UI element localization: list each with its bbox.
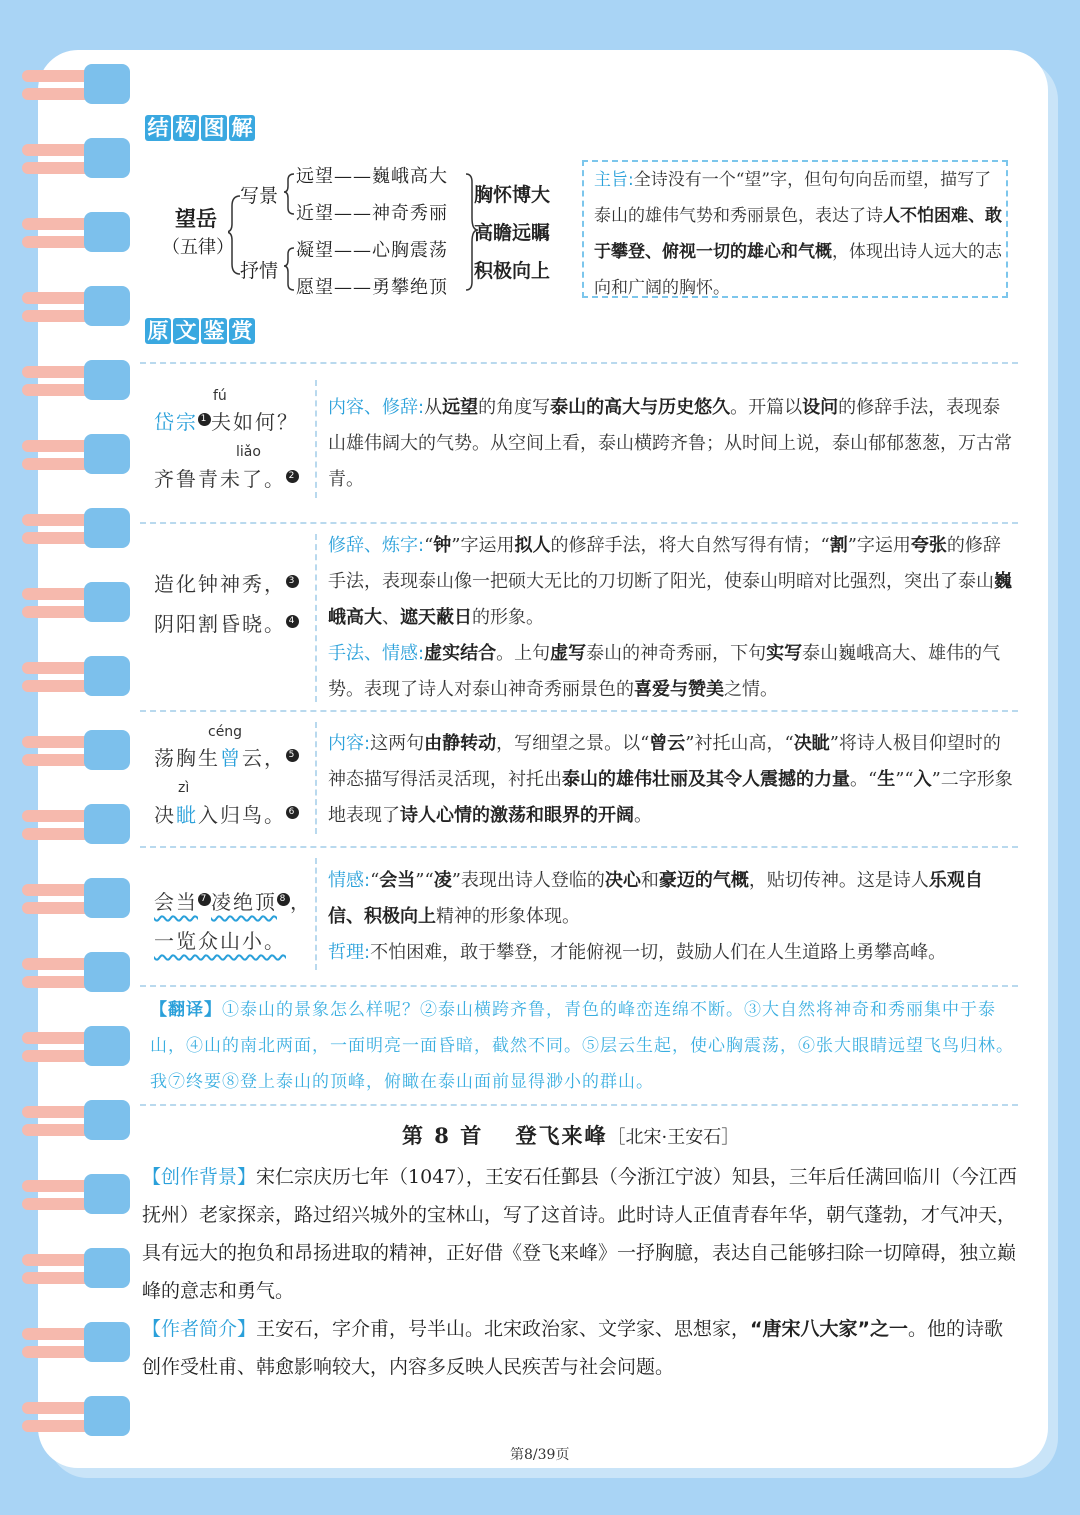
diagram-item: 愿望——勇攀绝顶 <box>296 277 448 298</box>
branch-scenery: 写景 <box>240 185 279 207</box>
diagram-subtitle: （五律） <box>162 237 234 258</box>
translation: 【翻译】①泰山的景象怎么样呢？②泰山横跨齐鲁，青色的峰峦连绵不断。③大自然将神奇和秀丽集中于泰山，④山的南北两面，一面明亮一面昏暗，截然不同。⑤层云生起，使心胸震荡，⑥张大眼睛远望飞鸟归林。我⑦终要⑧登上泰山的顶峰，俯瞰在泰山面前显得渺小的群山。 <box>150 1000 1014 1092</box>
branch-emotion: 抒情 <box>240 260 279 282</box>
author-intro: 【作者简介】王安石，字介甫，号半山。北宋政治家、文学家、思想家，“唐宋八大家”之一。他的诗歌创作受杜甫、韩愈影响较大，内容多反映人民疾苦与社会问题。 <box>142 1318 1004 1378</box>
page-content <box>140 0 1020 1515</box>
divider <box>140 522 1018 524</box>
diagram-result: 积极向上 <box>474 260 551 282</box>
poem8-title: 第 8 首 登飞来峰 <box>402 1123 608 1148</box>
note-content-rhetoric: 内容、修辞:从远望的角度写泰山的高大与历史悠久。开篇以设问的修辞手法，表现泰山雄伟阔大的气势。从空间上看，泰山横跨齐鲁；从时间上说，泰山郁郁葱葱，万古常青。 <box>328 397 1012 490</box>
poem8-title-row <box>402 1120 739 1150</box>
creation-background: 【创作背景】宋仁宗庆历七年（1047），王安石任鄞县（今浙江宁波）知县，三年后任满回临川（今江西抚州）老家探亲，路过绍兴城外的宝林山，写了这首诗。此时诗人正值青春年华，朝气蓬勃，才气冲天，具有远大的抱负和昂扬进取的精神，正好借《登飞来峰》一抒胸臆，表达自己能够扫除一切障碍，独立巅峰的意志和勇气。 <box>142 1166 1017 1302</box>
diagram-item: 近望——神奇秀丽 <box>296 203 448 224</box>
divider <box>140 1104 1018 1106</box>
spiral-binding <box>22 70 112 1476</box>
column-divider <box>315 722 317 834</box>
column-divider <box>315 534 317 702</box>
diagram-item: 远望——巍峨高大 <box>296 166 448 187</box>
column-divider <box>315 380 317 498</box>
diagram-result: 高瞻远瞩 <box>474 222 551 244</box>
note-technique-emotion: 手法、情感:虚实结合。上句虚写泰山的神奇秀丽，下句实写泰山巍峨高大、雄伟的气势。表现了诗人对泰山神奇秀丽景色的喜爱与赞美之情。 <box>328 643 1001 700</box>
pinyin: fú <box>213 388 227 404</box>
note-rhetoric-wording: 修辞、炼字:“钟”字运用拟人的修辞手法，将大自然写得有情；“割”字运用夸张的修辞手法，表现泰山像一把硕大无比的刀切断了阳光，使泰山明暗对比强烈，突出了泰山巍峨高大、遮天蔽日的形象。 <box>328 535 1012 628</box>
divider <box>140 985 1018 987</box>
poem-line: 齐鲁青未了。 2 <box>154 463 299 492</box>
divider <box>140 710 1018 712</box>
note-philosophy: 哲理:不怕困难，敢于攀登，才能俯视一切，鼓励人们在人生道路上勇攀高峰。 <box>328 942 947 963</box>
page-number: 第8/39页 <box>510 1447 570 1463</box>
diagram-result: 胸怀博大 <box>474 184 551 206</box>
note-emotion: 情感:“会当”“凌”表现出诗人登临的决心和豪迈的气概，贴切传神。这是诗人乐观自信、积极向上精神的形象体现。 <box>328 870 983 927</box>
pinyin: céng <box>208 724 243 740</box>
note-content: 内容:这两句由静转动，写细望之景。以“曾云”衬托山高，“决眦”将诗人极目仰望时的神态描写得活灵活现，衬托出泰山的雄伟壮丽及其令人震撼的力量。“生”“入”二字形象地表现了诗人心情的激荡和眼界的开阔。 <box>328 733 1013 826</box>
divider <box>140 362 1018 364</box>
pinyin: liǎo <box>236 444 261 460</box>
column-divider <box>315 858 317 970</box>
divider <box>140 846 1018 848</box>
poem8-author: ［北宋·王安石］ <box>607 1127 740 1148</box>
poem-line: 会当 7 凌绝顶 8 ， <box>154 890 312 914</box>
poem-line: 荡胸生曾云， 5 <box>154 742 299 771</box>
theme-box: 主旨:全诗没有一个“望”字，但句句向岳而望，描写了泰山的雄伟气势和秀丽景色，表达了诗人不怕困难、敢于攀登、俯视一切的雄心和气概，体现出诗人远大的志向和广阔的胸怀。 <box>582 160 1008 298</box>
pinyin: zì <box>178 780 190 796</box>
poem-line: 一览众山小。 <box>154 929 286 953</box>
poem-line: 阴阳割昏晓。 4 <box>154 608 299 637</box>
section-tag-appreciation: 原 文 鉴 赏 <box>145 318 255 344</box>
poem-line: 岱宗 1 夫如何？ <box>154 410 299 434</box>
diagram-item: 凝望——心胸震荡 <box>296 240 448 261</box>
poem-line: 造化钟神秀， 3 <box>154 568 299 597</box>
diagram-title: 望岳 <box>175 207 217 231</box>
poem-line: 决眦入归鸟。 6 <box>154 799 299 828</box>
section-tag-structure: 结 构 图 解 <box>145 115 255 141</box>
